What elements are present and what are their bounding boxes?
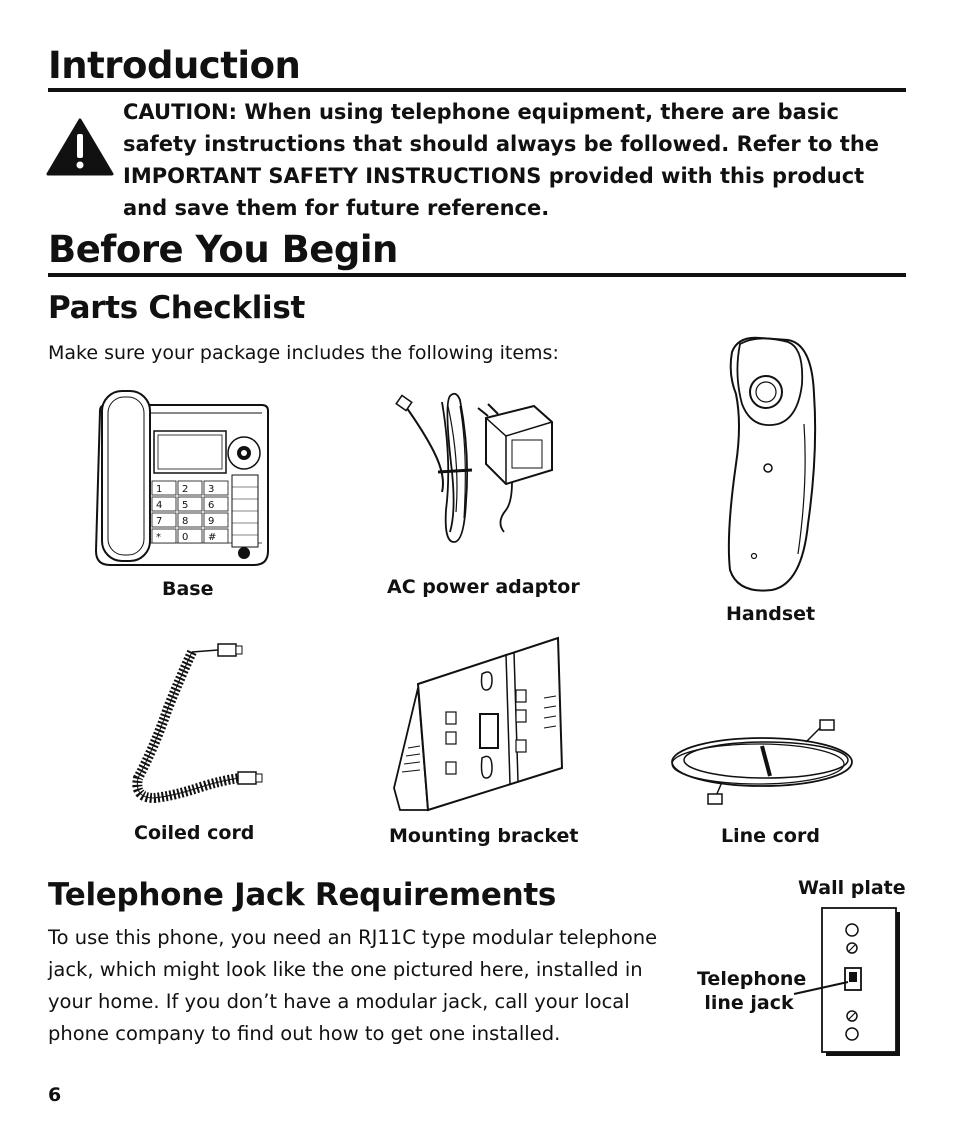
keypad-key-label: 1 <box>156 484 163 495</box>
page-number: 6 <box>48 1084 62 1106</box>
label-line-jack-line2: line jack <box>704 992 794 1014</box>
label-line-jack-line1: Telephone <box>697 968 807 990</box>
keypad-key-label: 3 <box>208 484 215 495</box>
page-title-introduction: Introduction <box>48 44 301 87</box>
section-title-before-you-begin: Before You Begin <box>48 228 398 271</box>
base-phone-image <box>92 383 274 569</box>
keypad-key-label: 7 <box>156 516 163 527</box>
label-handset: Handset <box>726 603 816 625</box>
jack-requirements-text: To use this phone, you need an RJ11C type modular telephone jack, which might look like the one pictured here, installed in your home. If you don’t have a modular jack, call your local phone company to find out how to get one installed. <box>48 926 658 1045</box>
label-base: Base <box>162 578 214 600</box>
section-rule <box>48 273 906 277</box>
subsection-title-parts-checklist: Parts Checklist <box>48 290 306 326</box>
keypad-key-label: 9 <box>208 516 215 527</box>
label-ac-power-adaptor: AC power adaptor <box>387 576 580 598</box>
line-cord-image <box>666 716 866 808</box>
caution-text: CAUTION: When using telephone equipment, there are basic safety instructions that should always be followed. Refer to the IMPORTANT SAFETY INSTRUCTIONS provided with this product and save them for future reference. <box>123 100 880 220</box>
keypad-key-label: # <box>208 532 217 543</box>
keypad-key-label: 8 <box>182 516 189 527</box>
label-line-cord: Line cord <box>721 825 820 847</box>
keypad-key-label: * <box>156 532 161 543</box>
coiled-cord-image <box>124 638 264 810</box>
keypad-key-label: 5 <box>182 500 189 511</box>
label-coiled-cord: Coiled cord <box>134 822 255 844</box>
mounting-bracket-image <box>388 628 568 816</box>
ac-adaptor-image <box>394 392 564 552</box>
label-wall-plate: Wall plate <box>798 877 906 899</box>
keypad-key-label: 6 <box>208 500 215 511</box>
keypad-key-label: 4 <box>156 500 163 511</box>
title-rule <box>48 88 906 92</box>
warning-icon <box>46 118 114 176</box>
handset-image <box>718 334 818 596</box>
label-mounting-bracket: Mounting bracket <box>389 825 579 847</box>
parts-intro: Make sure your package includes the following items: <box>48 342 559 364</box>
wall-plate-image <box>780 906 906 1062</box>
keypad-key-label: 0 <box>182 532 189 543</box>
keypad-key-label: 2 <box>182 484 189 495</box>
subsection-title-telephone-jack: Telephone Jack Requirements <box>48 877 557 913</box>
